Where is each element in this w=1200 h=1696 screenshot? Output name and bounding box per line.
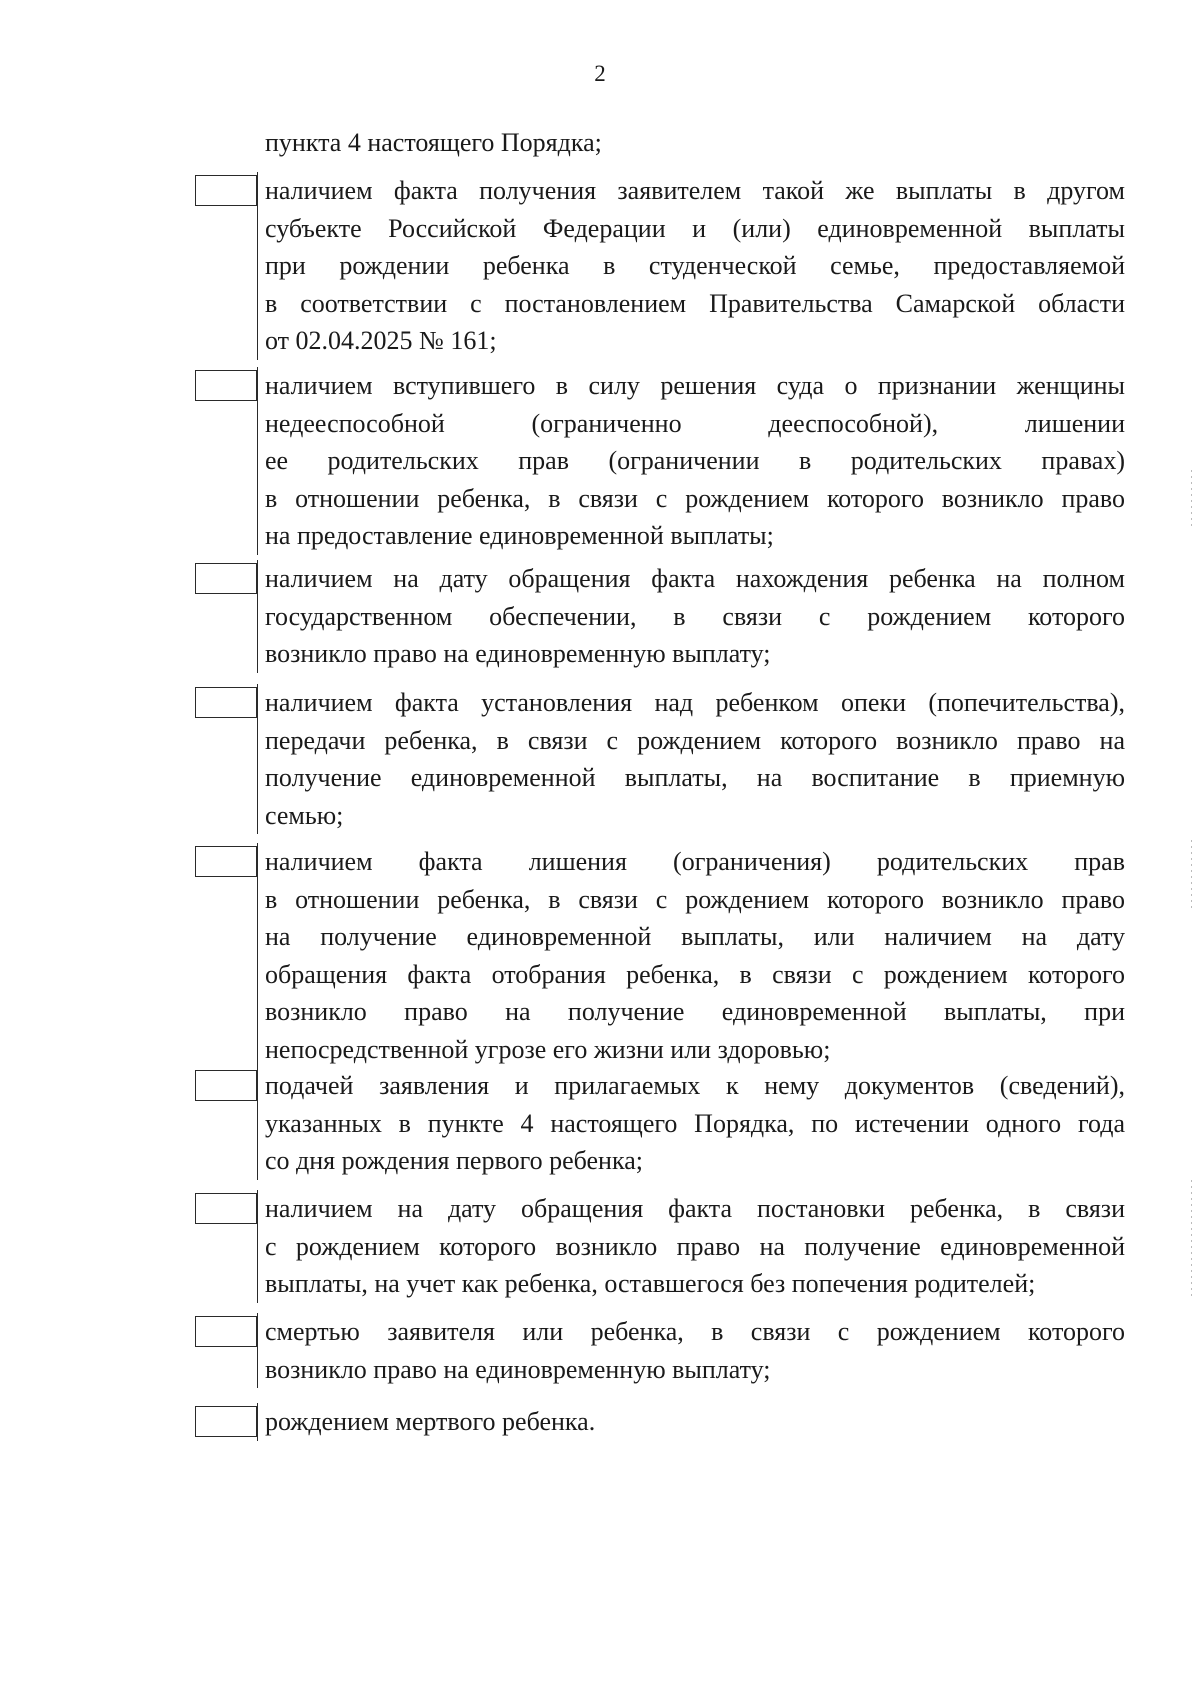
text-line: на получение единовременной выплаты, или наличием на дату xyxy=(265,922,1125,952)
checkbox[interactable] xyxy=(195,846,257,877)
text-line: при рождении ребенка в студенческой семье, предоставляемой xyxy=(265,251,1125,281)
page-number: 2 xyxy=(594,61,606,86)
text-line: с рождением которого возникло право на получение единовременной xyxy=(265,1231,1125,1261)
ground-text xyxy=(257,684,1125,834)
text-line: выплаты, на учет как ребенка, оставшегося без попечения родителей; xyxy=(265,1269,1036,1299)
text-line: непосредственной угрозе его жизни или здоровью; xyxy=(265,1034,831,1064)
text-line: государственном обеспечении, в связи с рождением которого xyxy=(265,601,1125,631)
text-line: наличием факта лишения (ограничения) родительских прав xyxy=(265,847,1125,876)
text-line: на предоставление единовременной выплаты; xyxy=(265,521,774,551)
scan-artifact xyxy=(1191,840,1192,910)
text-line: наличием факта установления над ребенком опеки (попечительства), xyxy=(265,688,1125,717)
ground-text xyxy=(257,1313,1125,1388)
text-line: получение единовременной выплаты, на воспитание в приемную xyxy=(265,763,1125,793)
text-line: со дня рождения первого ребенка; xyxy=(265,1146,643,1176)
text-line: наличием на дату обращения факта постановки ребенка, в связи xyxy=(265,1194,1125,1223)
text-line: обращения факта отобрания ребенка, в связи с рождением которого xyxy=(265,959,1125,989)
ground-text xyxy=(257,172,1125,360)
checkbox[interactable] xyxy=(195,1070,257,1101)
text-line: семью; xyxy=(265,800,344,830)
text-line: ее родительских прав (ограничении в родительских правах) xyxy=(265,446,1125,476)
checkbox[interactable] xyxy=(195,370,257,401)
text-line: недееспособной (ограниченно дееспособной), лишении xyxy=(265,408,1125,438)
text-line: смертью заявителя или ребенка, в связи с рождением которого xyxy=(265,1317,1125,1346)
text-line: в соответствии с постановлением Правительства Самарской области xyxy=(265,288,1125,318)
ground-text xyxy=(257,1067,1125,1180)
text-line: указанных в пункте 4 настоящего Порядка, по истечении одного года xyxy=(265,1108,1125,1138)
checkbox[interactable] xyxy=(195,563,257,594)
scan-artifact xyxy=(1191,470,1192,530)
ground-text xyxy=(257,560,1125,673)
text-line: наличием на дату обращения факта нахождения ребенка на полном xyxy=(265,564,1125,593)
text-line: в отношении ребенка, в связи с рождением которого возникло право xyxy=(265,884,1125,914)
ground-text xyxy=(257,1190,1125,1303)
checkbox[interactable] xyxy=(195,175,257,206)
text-line: в отношении ребенка, в связи с рождением которого возникло право xyxy=(265,483,1125,513)
text-line: возникло право на единовременную выплату; xyxy=(265,1354,771,1384)
scan-artifact xyxy=(1191,1180,1192,1300)
text-line: возникло право на единовременную выплату; xyxy=(265,639,771,669)
checkbox[interactable] xyxy=(195,1316,257,1347)
ground-text xyxy=(257,1403,1125,1441)
text-line: подачей заявления и прилагаемых к нему документов (сведений), xyxy=(265,1071,1125,1100)
text-line: субъекте Российской Федерации и (или) единовременной выплаты xyxy=(265,213,1125,243)
text-line: наличием факта получения заявителем такой же выплаты в другом xyxy=(265,176,1125,205)
text-line: возникло право на получение единовременной выплаты, при xyxy=(265,997,1125,1027)
text-line: наличием вступившего в силу решения суда о признании женщины xyxy=(265,371,1125,400)
ground-text xyxy=(257,843,1125,1069)
checkbox[interactable] xyxy=(195,1193,257,1224)
text-line: от 02.04.2025 № 161; xyxy=(265,326,497,356)
continuation-text: пункта 4 настоящего Порядка; xyxy=(265,128,602,157)
text-line: рождением мертвого ребенка. xyxy=(265,1407,596,1436)
checkbox[interactable] xyxy=(195,687,257,718)
text-line: передачи ребенка, в связи с рождением которого возникло право на xyxy=(265,725,1125,755)
ground-text xyxy=(257,367,1125,555)
checkbox[interactable] xyxy=(195,1406,257,1437)
